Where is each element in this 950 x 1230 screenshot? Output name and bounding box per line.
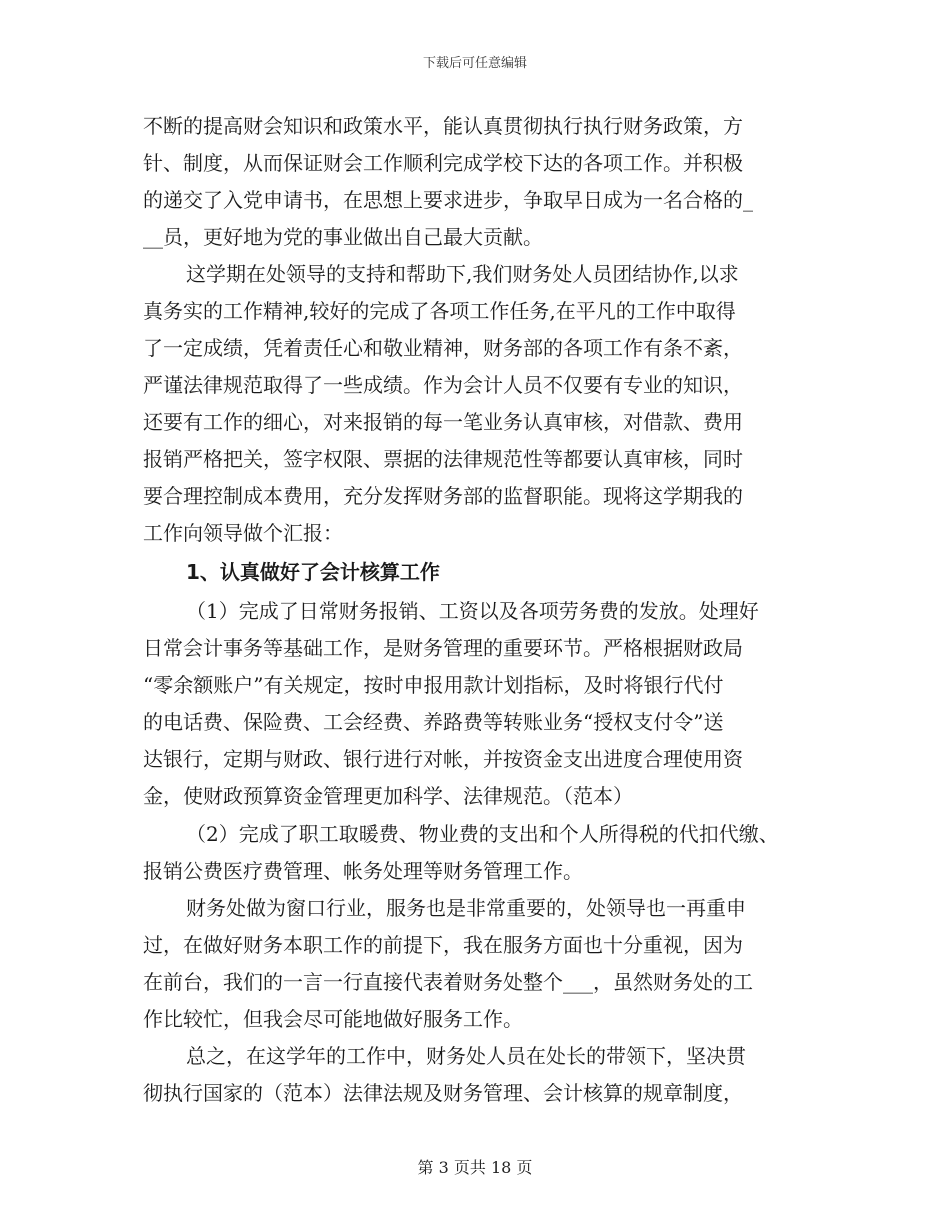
- paragraph-first-line: 财务处做为窗口行业，服务也是非常重要的，处领导也一再重申: [186, 896, 746, 920]
- paragraph-first-line: 这学期在处领导的支持和帮助下,我们财务处人员团结协作,以求: [186, 262, 739, 286]
- text-line: 的电话费、保险费、工会经费、养路费等转账业务“授权支付令”送: [143, 710, 724, 734]
- text-line: 了一定成绩，凭着责任心和敬业精神，财务部的各项工作有条不紊，: [143, 336, 743, 360]
- paragraph-first-line: （1）完成了日常财务报销、工资以及各项劳务费的发放。处理好: [186, 599, 759, 623]
- text-line: 工作向领导做个汇报：: [143, 521, 343, 545]
- text-line: 针、制度，从而保证财会工作顺利完成学校下达的各项工作。并积极: [143, 151, 743, 175]
- text-line: 日常会计事务等基础工作，是财务管理的重要环节。严格根据财政局: [143, 636, 743, 660]
- page-footer: 第 3 页共 18 页: [417, 1158, 533, 1177]
- text-line: 报销公费医疗费管理、帐务处理等财务管理工作。: [143, 859, 583, 883]
- text-line: 报销严格把关，签字权限、票据的法律规范性等都要认真审核，同时: [143, 447, 743, 471]
- text-line: 严谨法律规范取得了一些成绩。作为会计人员不仅要有专业的知识，: [143, 373, 743, 397]
- text-line: “零余额账户”有关规定，按时申报用款计划指标，及时将银行代付: [143, 673, 724, 697]
- text-line: 达银行，定期与财政、银行进行对帐，并按资金支出进度合理使用资: [143, 747, 743, 771]
- text-line: 金，使财政预算资金管理更加科学、法律规范。（范本）: [143, 784, 633, 808]
- text-line: 在前台，我们的一言一行直接代表着财务处整个___，虽然财务处的工: [143, 970, 753, 994]
- text-line: 过，在做好财务本职工作的前提下，我在服务方面也十分重视，因为: [143, 933, 743, 957]
- page-header: 下载后可任意编辑: [422, 56, 527, 71]
- text-line: 彻执行国家的（范本）法律法规及财务管理、会计核算的规章制度，: [143, 1081, 743, 1105]
- text-line: 不断的提高财会知识和政策水平，能认真贯彻执行执行财务政策，方: [143, 114, 743, 138]
- paragraph-first-line: 总之，在这学年的工作中，财务处人员在处长的带领下，坚决贯: [186, 1044, 746, 1068]
- section-heading: 1、认真做好了会计核算工作: [186, 560, 440, 584]
- text-line: 要合理控制成本费用，充分发挥财务部的监督职能。现将这学期我的: [143, 484, 743, 508]
- text-line: 作比较忙，但我会尽可能地做好服务工作。: [143, 1007, 523, 1031]
- paragraph-first-line: （2）完成了职工取暖费、物业费的支出和个人所得税的代扣代缴、: [186, 822, 779, 846]
- text-line: 真务实的工作精神,较好的完成了各项工作任务,在平凡的工作中取得: [143, 299, 736, 323]
- text-line: 的递交了入党申请书，在思想上要求进步，争取早日成为一名合格的_: [143, 188, 753, 212]
- text-line: 还要有工作的细心，对来报销的每一笔业务认真审核，对借款、费用: [143, 410, 743, 434]
- text-line: __员，更好地为党的事业做出自己最大贡献。: [143, 225, 543, 249]
